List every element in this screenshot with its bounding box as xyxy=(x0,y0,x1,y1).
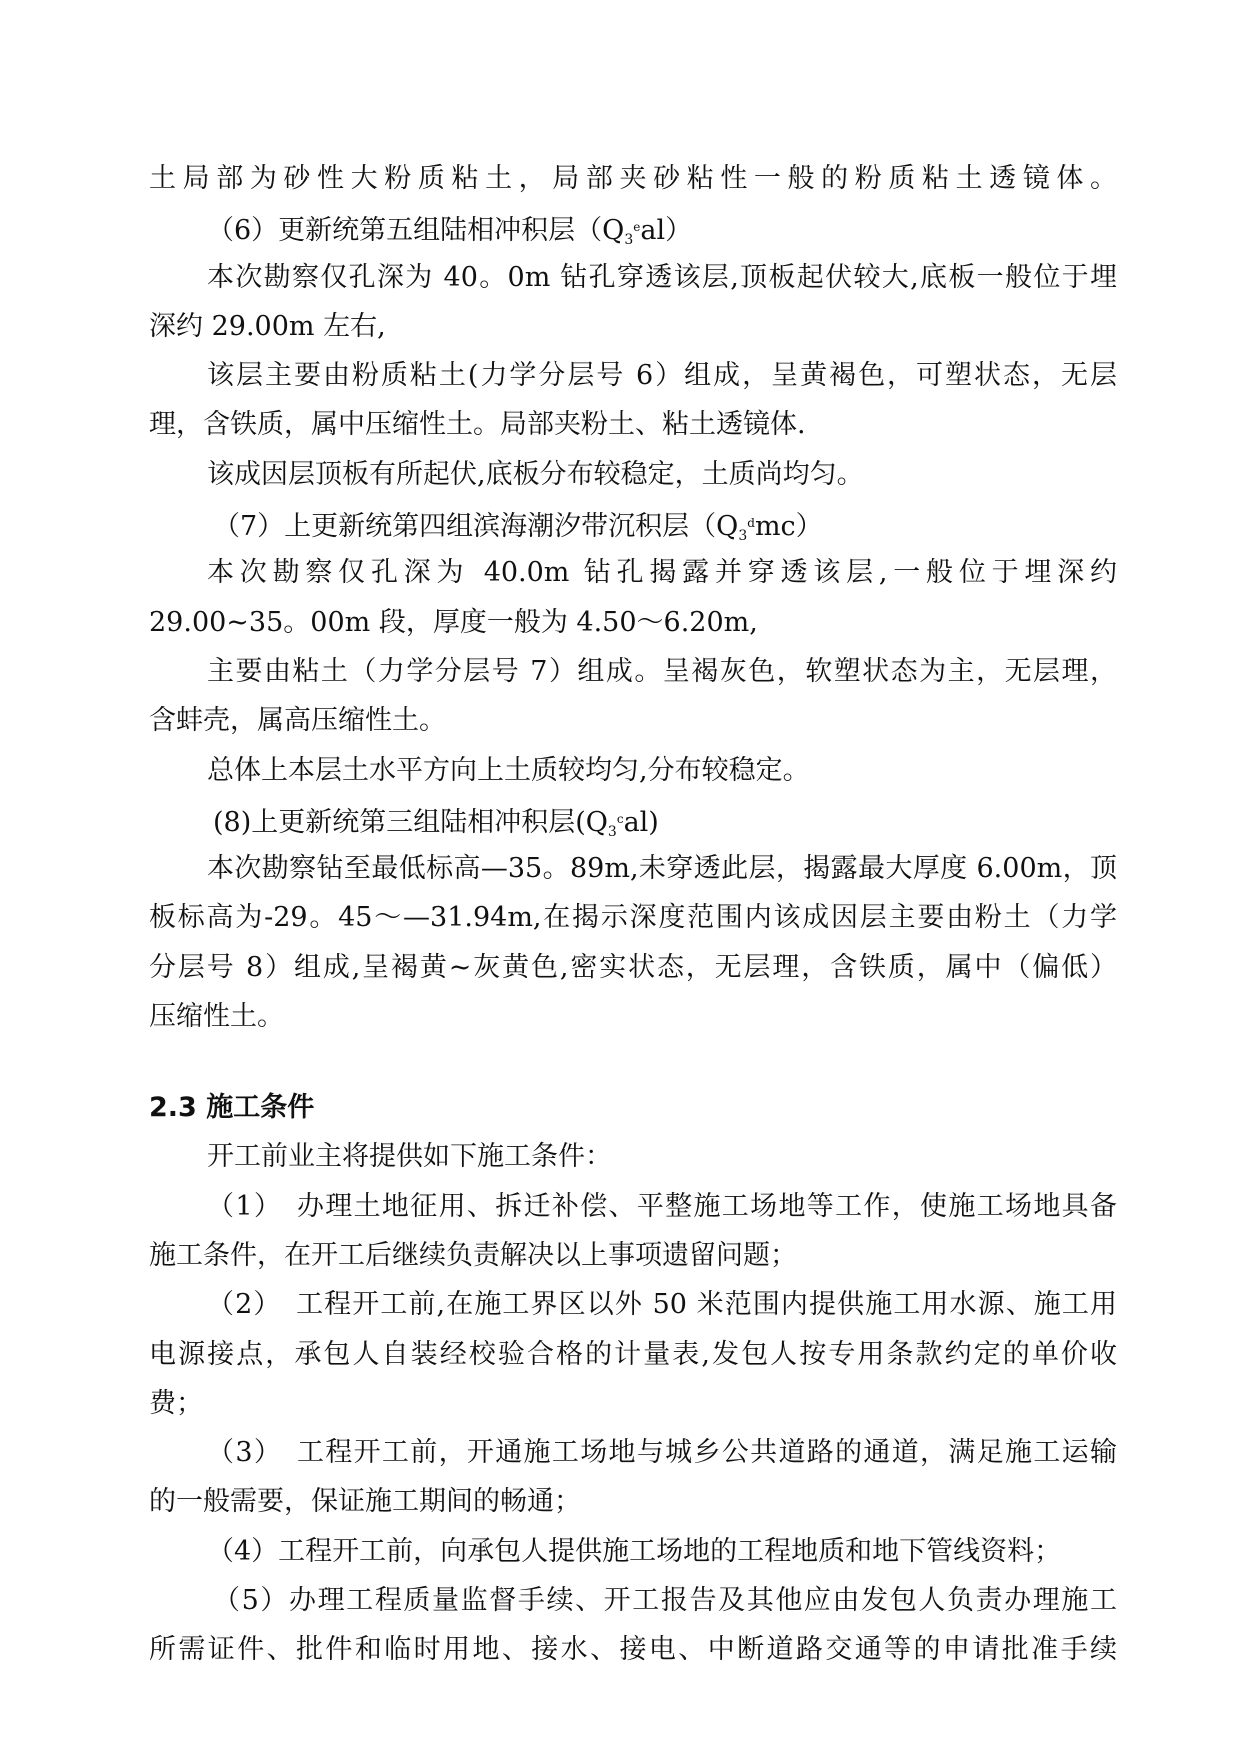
paragraph-line: 深约 29.00m 左右, xyxy=(149,310,386,342)
list-item-2: （2） 工程开工前,在施工界区以外 50 米范围内提供施工用水源、施工用 xyxy=(207,1289,1117,1321)
paragraph-line: 总体上本层土水平方向上土质较均匀,分布较稳定。 xyxy=(207,754,810,786)
list-item-1: （1） 办理土地征用、拆迁补偿、平整施工场地等工作，使施工场地具备 xyxy=(207,1190,1117,1222)
paragraph-line: 本次勘察仅孔深为 40.0m 钻孔揭露并穿透该层,一般位于埋深约 xyxy=(207,557,1117,589)
section-gap xyxy=(149,1041,1117,1083)
paragraph-line: 压缩性土。 xyxy=(149,1001,284,1033)
paragraph-line: 含蚌壳，属高压缩性土。 xyxy=(149,705,446,737)
paragraph-line: 29.00~35。00m 段，厚度一般为 4.50～6.20m, xyxy=(149,606,758,638)
layer-8-title: (8)上更新统第三组陆相冲积层$(Q_3^cal)$ xyxy=(213,806,659,840)
list-item-3-cont: 的一般需要，保证施工期间的畅通； xyxy=(149,1486,581,1518)
paragraph-line: 该成因层顶板有所起伏,底板分布较稳定，土质尚均匀。 xyxy=(207,458,864,490)
list-item-4: （4）工程开工前，向承包人提供施工场地的工程地质和地下管线资料； xyxy=(207,1535,1062,1567)
list-item-3: （3） 工程开工前，开通施工场地与城乡公共道路的通道，满足施工运输 xyxy=(207,1437,1117,1469)
list-item-5-cont: 所需证件、批件和临时用地、接水、接电、中断道路交通等的申请批准手续 xyxy=(149,1634,1117,1666)
paragraph-line: 理，含铁质，属中压缩性土。局部夹粉土、粘土透镜体. xyxy=(149,409,806,441)
paragraph-line: 该层主要由粉质粘土(力学分层号 6）组成，呈黄褐色，可塑状态，无层 xyxy=(207,360,1117,392)
paragraph-line: 土局部为砂性大粉质粘土，局部夹砂粘性一般的粉质粘土透镜体。 xyxy=(149,163,1117,194)
paragraph-line: 主要由粘土（力学分层号 7）组成。呈褐灰色，软塑状态为主，无层理， xyxy=(207,655,1117,687)
paragraph-line: 本次勘察钻至最低标高—35。89m,未穿透此层，揭露最大厚度 6.00m，顶 xyxy=(207,853,1117,885)
layer-7-title: （7）上更新统第四组滨海潮汐带沉积层$(Q_3^dmc)$ xyxy=(213,511,823,545)
paragraph-line: 分层号 8）组成,呈褐黄~灰黄色,密实状态，无层理，含铁质，属中（偏低） xyxy=(149,951,1117,983)
list-item-1-cont: 施工条件，在开工后继续负责解决以上事项遗留问题； xyxy=(149,1239,797,1271)
paragraph-line: 板标高为-29。45～—31.94m,在揭示深度范围内该成因层主要由粉土（力学 xyxy=(149,902,1117,934)
list-item-5: （5）办理工程质量监督手续、开工报告及其他应由发包人负责办理施工 xyxy=(213,1585,1117,1617)
paragraph-line: 本次勘察仅孔深为 40。0m 钻孔穿透该层,顶板起伏较大,底板一般位于埋 xyxy=(207,261,1117,293)
list-item-2-cont: 电源接点，承包人自装经校验合格的计量表,发包人按专用条款约定的单价收 xyxy=(149,1338,1117,1370)
layer-6-title: （6）更新统第五组陆相冲积层$(Q_3^eal)$ xyxy=(207,215,693,249)
document-page xyxy=(149,154,1117,1675)
list-item-2-cont: 费； xyxy=(149,1387,203,1419)
paragraph-line: 开工前业主将提供如下施工条件： xyxy=(207,1141,612,1173)
section-heading: 2.3 施工条件 xyxy=(149,1092,315,1124)
